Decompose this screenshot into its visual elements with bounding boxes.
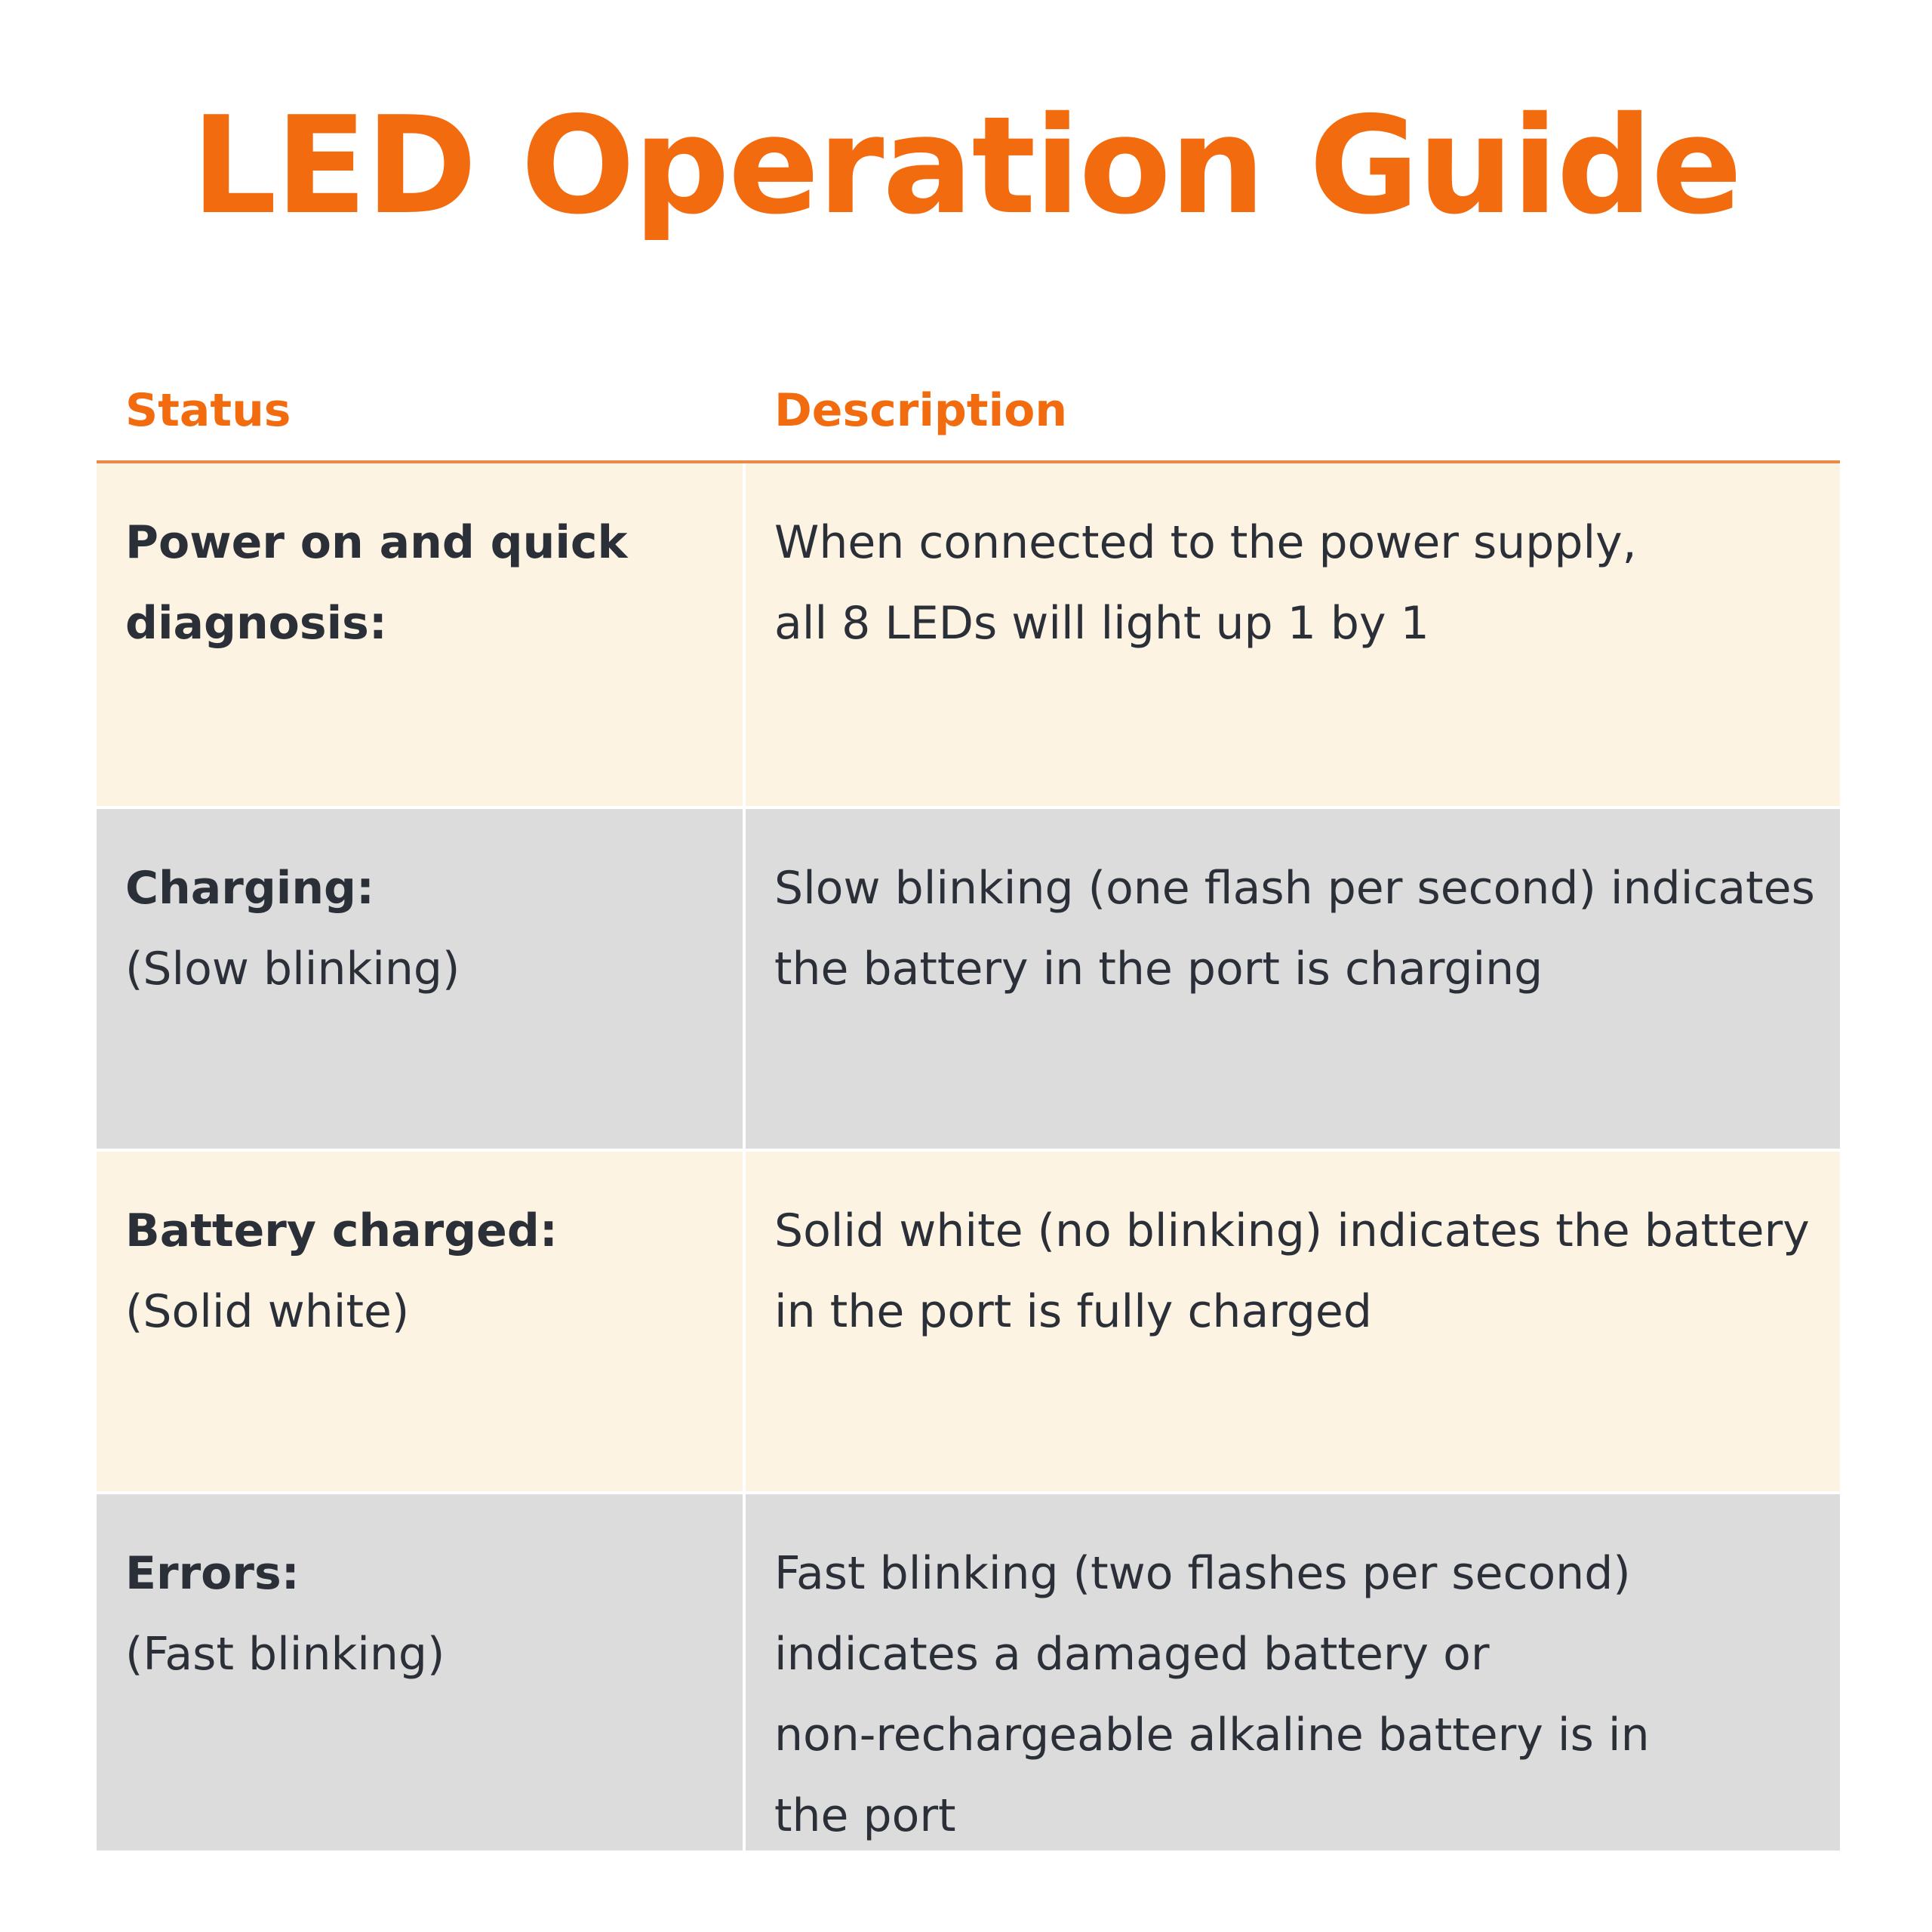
header-description: Description	[774, 384, 1068, 437]
description-line: Solid white (no blinking) indicates the battery	[774, 1204, 1810, 1257]
description-line: all 8 LEDs will light up 1 by 1	[774, 597, 1429, 650]
status-title: diagnosis:	[125, 597, 387, 650]
status-cell	[97, 1152, 743, 1491]
table-row	[97, 1152, 1840, 1491]
description-line: Fast blinking (two flashes per second)	[774, 1547, 1631, 1600]
description-line: the battery in the port is charging	[774, 943, 1543, 995]
description-cell	[746, 809, 1840, 1149]
status-title: Charging:	[125, 862, 374, 915]
description-cell	[746, 1152, 1840, 1491]
table-row	[97, 809, 1840, 1149]
status-title: Errors:	[125, 1547, 300, 1600]
status-subtitle: (Slow blinking)	[125, 943, 460, 995]
status-title: Power on and quick	[125, 516, 628, 569]
status-cell	[97, 1494, 743, 1850]
description-cell	[746, 463, 1840, 806]
status-subtitle: (Fast blinking)	[125, 1628, 445, 1681]
description-line: non-rechargeable alkaline battery is in	[774, 1709, 1650, 1761]
description-line: When connected to the power supply,	[774, 516, 1637, 569]
description-line: Slow blinking (one flash per second) indicates	[774, 862, 1815, 915]
description-line: the port	[774, 1789, 956, 1842]
status-cell	[97, 809, 743, 1149]
status-cell	[97, 463, 743, 806]
description-line: indicates a damaged battery or	[774, 1628, 1490, 1681]
table-row	[97, 1494, 1840, 1850]
description-cell	[746, 1494, 1840, 1850]
page-title: LED Operation Guide	[191, 88, 1741, 244]
description-line: in the port is fully charged	[774, 1285, 1372, 1338]
table-row	[97, 463, 1840, 806]
header-status: Status	[125, 384, 291, 437]
table-header	[97, 377, 1840, 463]
status-title: Battery charged:	[125, 1204, 558, 1257]
status-subtitle: (Solid white)	[125, 1285, 410, 1338]
